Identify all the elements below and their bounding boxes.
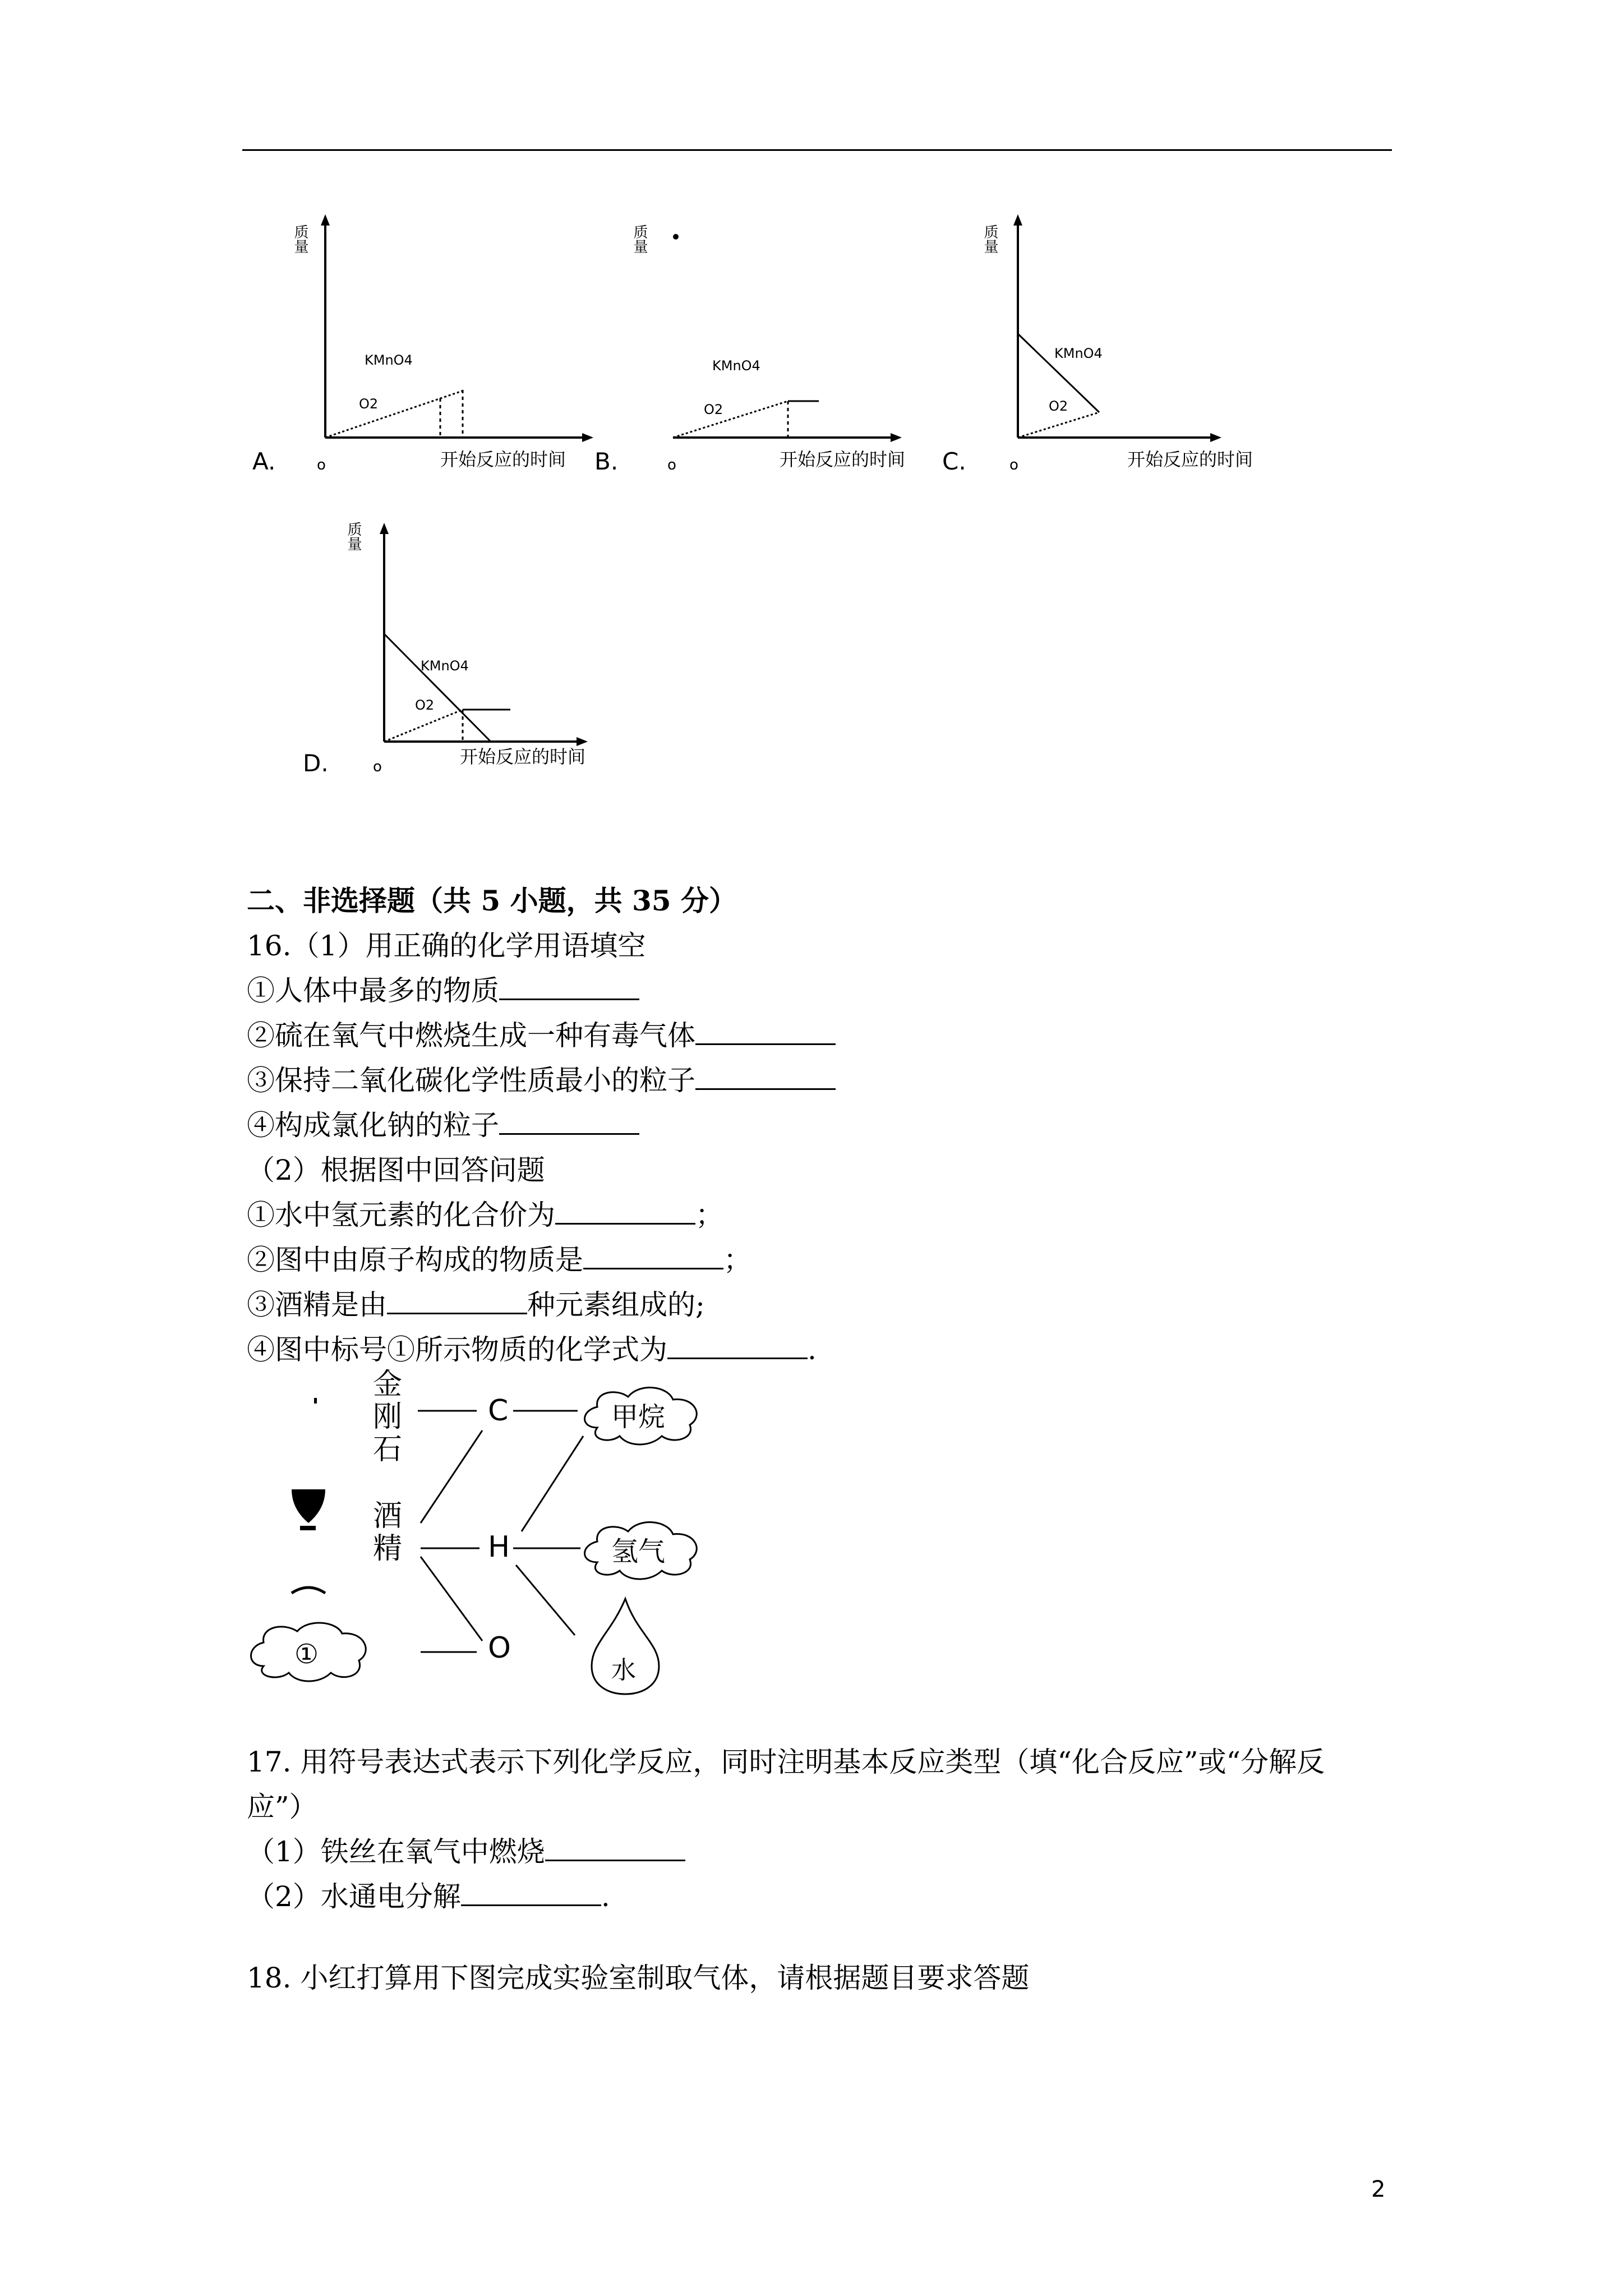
chart-c <box>942 202 1312 482</box>
series-label: O2 <box>1049 398 1068 414</box>
option-label: C. <box>942 448 966 475</box>
answer-blank[interactable] <box>695 1016 836 1045</box>
y-axis-label: 质量 <box>345 522 362 551</box>
option-label: A. <box>252 448 276 475</box>
diamond-char: 刚 <box>373 1400 403 1434</box>
page-number: 2 <box>1371 2177 1386 2202</box>
element-c: C <box>488 1394 509 1428</box>
q16-2-item: ④图中标号①所示物质的化学式为 . <box>247 1329 817 1370</box>
unknown-label: ① <box>294 1639 319 1670</box>
q16-2-item: ②图中由原子构成的物质是 ； <box>247 1240 751 1280</box>
chart-d <box>292 510 662 791</box>
answer-blank[interactable] <box>387 1286 527 1314</box>
y-axis-label: 质量 <box>631 224 648 254</box>
origin-label: o <box>317 457 326 473</box>
y-axis-label: 质量 <box>292 224 308 254</box>
x-axis-label: 开始反应的时间 <box>440 449 566 470</box>
answer-blank[interactable] <box>499 1106 639 1135</box>
q16-1-item: ④构成氯化钠的粒子 <box>247 1105 639 1145</box>
diamond-char: 金 <box>373 1368 403 1401</box>
question-16-intro: 16.（1）用正确的化学用语填空 <box>247 930 646 962</box>
x-axis-label: 开始反应的时间 <box>1127 449 1253 470</box>
option-label: D. <box>303 749 329 777</box>
water-label: 水 <box>611 1656 636 1685</box>
x-axis-label: 开始反应的时间 <box>780 449 906 470</box>
answer-blank[interactable] <box>499 972 639 1000</box>
series-label: O2 <box>704 402 723 417</box>
series-label: O2 <box>359 396 379 412</box>
q17-item: （1）铁丝在氧气中燃烧 <box>247 1832 685 1872</box>
x-axis-label: 开始反应的时间 <box>460 746 586 767</box>
diamond-char: 石 <box>373 1433 403 1466</box>
series-label: O2 <box>415 697 435 713</box>
origin-label: o <box>1009 457 1018 473</box>
element-o: O <box>488 1631 511 1665</box>
answer-blank[interactable] <box>695 1061 836 1090</box>
methane-label: 甲烷 <box>611 1401 666 1433</box>
question-16-part2: （2）根据图中回答问题 <box>247 1154 545 1186</box>
o2-line <box>384 710 463 742</box>
answer-blank[interactable] <box>555 1196 695 1225</box>
chart-a <box>241 202 611 482</box>
question-18: 18. 小红打算用下图完成实验室制取气体，请根据题目要求答题 <box>247 1962 1030 1994</box>
answer-blank[interactable] <box>667 1331 808 1359</box>
series-label: KMnO4 <box>1054 346 1103 361</box>
y-axis-label: 质量 <box>981 224 998 254</box>
answer-blank[interactable] <box>545 1833 685 1861</box>
origin-label: o <box>373 758 382 775</box>
o2-line <box>1018 412 1099 438</box>
alcohol-char: 精 <box>373 1532 403 1566</box>
element-h: H <box>488 1530 510 1564</box>
alcohol-char: 酒 <box>373 1499 403 1533</box>
answer-blank[interactable] <box>583 1241 723 1269</box>
o2-line <box>673 401 788 438</box>
q16-1-item: ③保持二氧化碳化学性质最小的粒子 <box>247 1060 836 1101</box>
header-rule <box>242 149 1392 151</box>
section-title: 二、非选择题（共 5 小题，共 35 分） <box>247 884 737 917</box>
series-label: KMnO4 <box>365 352 413 368</box>
question-17-line1: 17. 用符号表达式表示下列化学反应，同时注明基本反应类型（填“化合反应”或“分解反 <box>247 1746 1325 1778</box>
option-label: B. <box>594 448 619 475</box>
hydrogen-label: 氢气 <box>611 1536 666 1567</box>
element-diagram <box>247 1363 751 1700</box>
q16-1-item: ①人体中最多的物质 <box>247 970 639 1011</box>
kmno4-line <box>384 634 491 742</box>
origin-label: o <box>667 457 676 473</box>
o2-line <box>325 390 465 438</box>
question-17-line2: 应”） <box>247 1791 317 1823</box>
q16-2-item: ①水中氢元素的化合价为 ； <box>247 1195 723 1235</box>
series-label: KMnO4 <box>421 658 469 674</box>
q17-item: （2）水通电分解 . <box>247 1876 610 1917</box>
q16-2-item: ③酒精是由 种元素组成的; <box>247 1285 705 1325</box>
answer-blank[interactable] <box>461 1878 601 1906</box>
chart-b <box>583 202 953 482</box>
q16-1-item: ②硫在氧气中燃烧生成一种有毒气体 <box>247 1015 836 1056</box>
series-label: KMnO4 <box>712 358 760 374</box>
